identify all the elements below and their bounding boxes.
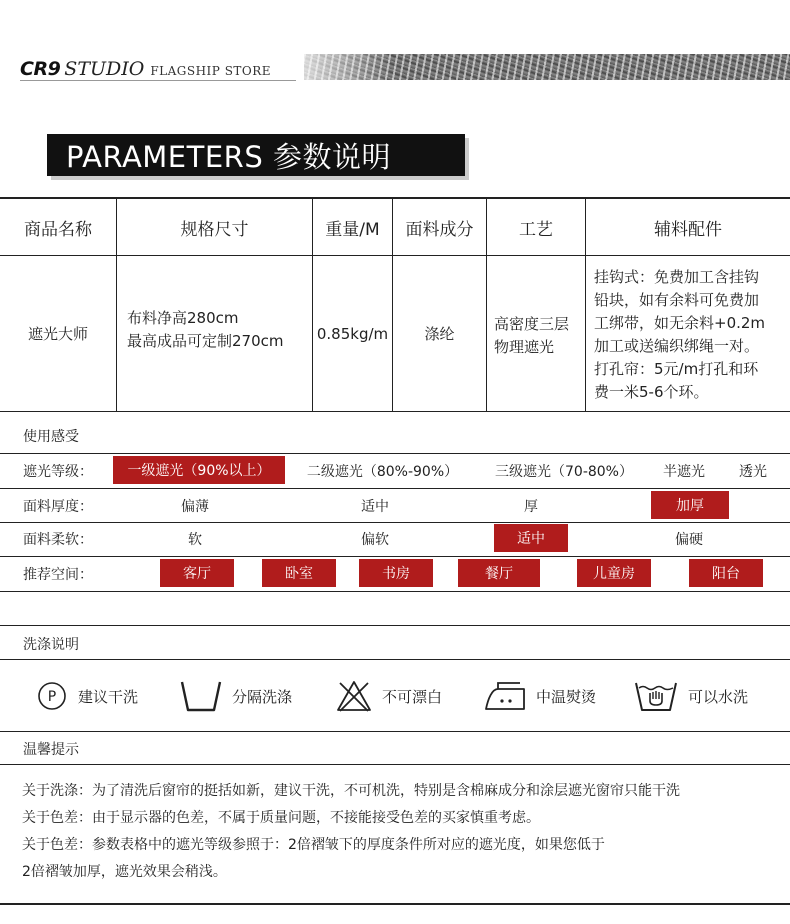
store-header [0, 0, 790, 90]
thickness-option: 适中 [361, 499, 389, 515]
cell-accessories [594, 266, 790, 404]
wash-label: 中温熨烫 [536, 687, 597, 706]
header-weight: 重量/M [325, 219, 380, 240]
page-bottom-border [0, 903, 790, 905]
shading-option-selected: 一级遮光（90%以上） [113, 456, 285, 484]
hand-wash-basin-icon [180, 679, 222, 713]
svg-text:P: P [47, 689, 57, 705]
softness-option-selected: 适中 [494, 524, 568, 552]
row-divider [0, 625, 790, 626]
softness-label: 面料柔软： [23, 532, 93, 548]
cell-product-name: 遮光大师 [27, 325, 88, 343]
header-texture-fade [304, 54, 394, 80]
room-badge: 卧室 [262, 559, 336, 587]
dry-clean-p-icon [36, 680, 68, 712]
header-product-name: 商品名称 [24, 219, 92, 240]
brand-logo[interactable] [20, 58, 271, 80]
thickness-option-selected: 加厚 [651, 491, 729, 519]
shading-option: 透光 [739, 464, 767, 480]
wash-label: 可以水洗 [688, 687, 749, 706]
table-bottom-border [0, 411, 790, 412]
accessory-line: 挂钩式：免费加工含挂钩 [594, 268, 760, 286]
header-accessories: 辅料配件 [654, 219, 722, 240]
cell-craft [494, 313, 584, 359]
wash-label: 建议干洗 [78, 687, 139, 706]
thickness-option: 偏薄 [181, 499, 209, 515]
no-bleach-icon [336, 679, 372, 713]
feel-section-title: 使用感受 [23, 429, 79, 445]
iron-medium-icon [484, 679, 526, 713]
room-badge: 阳台 [689, 559, 763, 587]
tips-section-title: 温馨提示 [23, 742, 79, 758]
row-divider [0, 659, 790, 660]
wash-item [36, 676, 138, 716]
header-material: 面料成分 [405, 219, 474, 240]
shading-option: 二级遮光（80%-90%） [306, 464, 459, 480]
thickness-option: 厚 [524, 499, 538, 515]
cell-spec-size [127, 307, 312, 353]
brand-name: STUDIO [64, 58, 145, 80]
tip-line: 关于色差：参数表格中的遮光等级参照于：2倍褶皱下的厚度条件所对应的遮光度，如果您低于 [22, 837, 605, 853]
wash-item [484, 676, 596, 716]
brand-mark: CR9 [20, 58, 61, 80]
room-badge: 餐厅 [458, 559, 540, 587]
craft-line: 高密度三层 [494, 315, 570, 333]
tip-line: 关于洗涤：为了清洗后窗帘的挺括如新，建议干洗，不可机洗，特别是含棉麻成分和涂层遮光窗帘只能干洗 [22, 783, 680, 799]
room-badge: 书房 [359, 559, 433, 587]
washing-section-title: 洗涤说明 [23, 637, 79, 653]
shading-label: 遮光等级： [23, 464, 93, 480]
wash-label: 不可漂白 [382, 687, 443, 706]
accessory-line: 费一米5-6个环。 [594, 383, 709, 401]
header-spec-size: 规格尺寸 [180, 219, 249, 240]
row-divider [0, 488, 790, 489]
softness-option: 软 [188, 532, 202, 548]
accessory-line: 工绑带，如无余料+0.2m [594, 314, 766, 332]
spec-line: 最高成品可定制270cm [127, 332, 284, 350]
page-title: PARAMETERS 参数说明 [47, 134, 465, 176]
row-divider [0, 591, 790, 592]
room-badge: 客厅 [160, 559, 234, 587]
row-divider [0, 522, 790, 523]
wash-item [336, 676, 442, 716]
rooms-label: 推荐空间： [23, 567, 93, 583]
accessory-line: 铅块，如有余料可免费加 [594, 291, 760, 309]
shading-option: 半遮光 [663, 464, 705, 480]
craft-line: 物理遮光 [494, 338, 555, 356]
header-craft: 工艺 [519, 219, 553, 240]
accessory-line: 加工或送编织绑绳一对。 [594, 337, 760, 355]
brand-underline [20, 80, 296, 81]
wash-item [634, 676, 748, 716]
wash-label: 分隔洗涤 [232, 687, 293, 706]
row-divider [0, 556, 790, 557]
row-divider [0, 453, 790, 454]
thickness-label: 面料厚度： [23, 499, 93, 515]
room-badge: 儿童房 [577, 559, 651, 587]
row-divider [0, 731, 790, 732]
wash-item [180, 676, 292, 716]
brand-sub: FLAGSHIP STORE [150, 64, 272, 78]
spec-line: 布料净高280cm [127, 309, 239, 327]
row-divider [0, 764, 790, 765]
tips-notes [22, 778, 790, 886]
softness-option: 偏硬 [675, 532, 703, 548]
machine-wash-icon [634, 679, 678, 713]
softness-option: 偏软 [361, 532, 389, 548]
shading-option: 三级遮光（70-80%） [495, 464, 633, 480]
tip-line: 2倍褶皱加厚，遮光效果会稍浅。 [22, 864, 227, 880]
cell-material: 涤纶 [424, 325, 455, 343]
accessory-line: 打孔帘：5元/m打孔和环 [594, 360, 759, 378]
tip-line: 关于色差：由于显示器的色差，不属于质量问题，不接能接受色差的买家慎重考虑。 [22, 810, 540, 826]
cell-weight: 0.85kg/m [316, 324, 389, 343]
